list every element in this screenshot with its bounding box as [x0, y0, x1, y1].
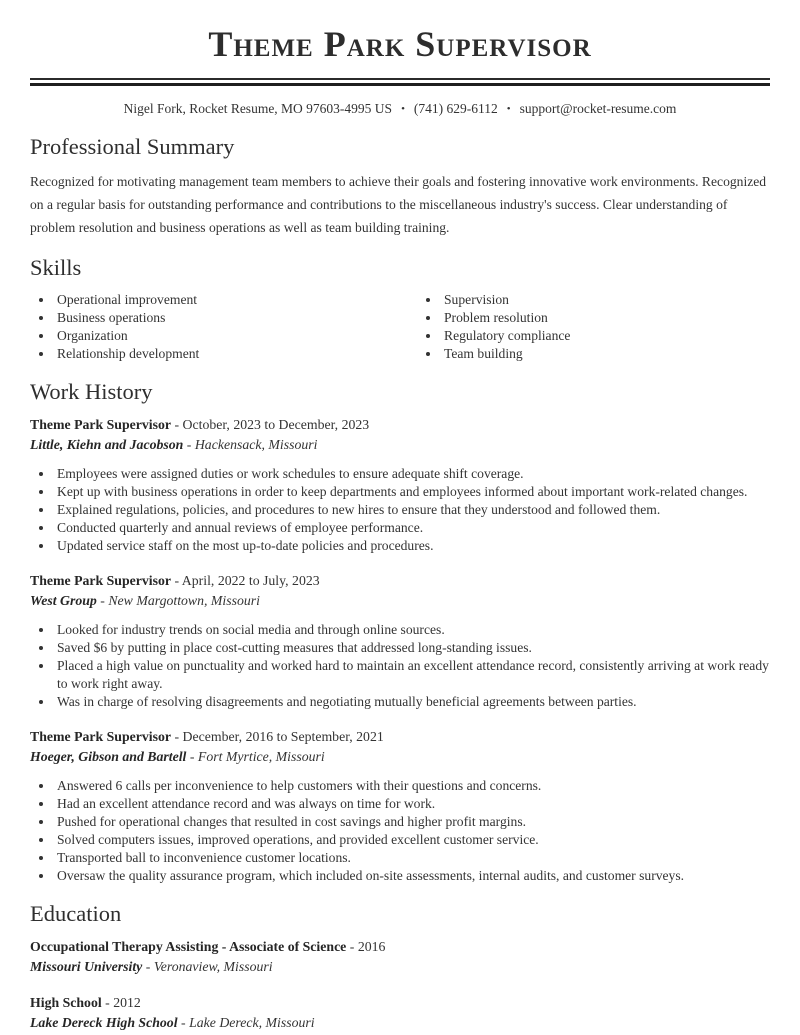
dash-separator: -	[174, 573, 180, 588]
job-dates: April, 2022 to July, 2023	[181, 573, 320, 588]
skill-item: • Supervision	[441, 291, 770, 309]
professional-summary-heading: Professional Summary	[30, 134, 235, 159]
dash-separator: -	[174, 417, 180, 432]
education-program-line	[30, 993, 770, 1013]
skill-item: • Relationship development	[54, 345, 417, 363]
dash-separator: -	[174, 729, 180, 744]
job-title-line	[30, 415, 770, 435]
dash-separator: -	[145, 959, 151, 974]
skill-item: • Problem resolution	[441, 309, 770, 327]
dash-separator: -	[105, 995, 110, 1010]
education-school: Lake Dereck High School	[30, 1015, 178, 1030]
job-bullet-list	[30, 621, 770, 711]
job-entry	[30, 415, 770, 555]
dash-separator: -	[100, 593, 105, 608]
skill-item: • Regulatory compliance	[441, 327, 770, 345]
job-company: Hoeger, Gibson and Bartell	[30, 749, 187, 764]
job-company-line	[30, 591, 770, 611]
header-divider	[30, 78, 770, 86]
job-bullet: • Updated service staff on the most up-to-date policies and procedures.	[54, 537, 770, 555]
job-bullet: • Kept up with business operations in order to keep departments and employees informed about important work-related changes.	[54, 483, 770, 501]
job-bullet: • Pushed for operational changes that resulted in cost savings and higher profit margins.	[54, 813, 770, 831]
resume-header	[30, 24, 770, 118]
education-heading: Education	[30, 901, 122, 926]
education-year: 2012	[113, 995, 141, 1010]
skill-item: • Operational improvement	[54, 291, 417, 309]
education-program-line	[30, 937, 770, 957]
contact-line	[30, 100, 770, 118]
job-bullet: • Saved $6 by putting in place cost-cutting measures that addressed long-standing issues.	[54, 639, 770, 657]
page-title: Theme Park Supervisor	[208, 24, 592, 64]
job-bullet: • Oversaw the quality assurance program, which included on-site assessments, internal audits, and customer surveys.	[54, 867, 770, 885]
skills-list-right	[417, 291, 770, 363]
section-skills	[30, 255, 770, 363]
job-bullet: • Looked for industry trends on social media and through online sources.	[54, 621, 770, 639]
job-dates: December, 2016 to September, 2021	[182, 729, 384, 744]
job-bullet: • Conducted quarterly and annual reviews of employee performance.	[54, 519, 770, 537]
section-work-history	[30, 379, 770, 885]
professional-summary-text: Recognized for motivating management team members to achieve their goals and fostering innovative work environments. Recognized on a regular basis for outstanding performance and contributions to the miscellaneous industry's success. Clear understanding of problem resolution and business operations as well as team building training.	[30, 174, 767, 235]
job-bullet: • Was in charge of resolving disagreements and negotiating mutually beneficial agreements between parties.	[54, 693, 770, 711]
job-company-line	[30, 747, 770, 767]
skill-item: • Organization	[54, 327, 417, 345]
contact-email: support@rocket-resume.com	[519, 101, 677, 116]
dash-separator: -	[186, 437, 192, 452]
education-year: 2016	[357, 939, 386, 954]
education-location: Veronaview, Missouri	[153, 959, 273, 974]
job-title-line	[30, 727, 770, 747]
education-school-line	[30, 957, 770, 977]
job-location: Hackensack, Missouri	[194, 437, 318, 452]
education-program: Occupational Therapy Assisting - Associate of Science	[30, 939, 347, 954]
job-bullet: • Transported ball to inconvenience customer locations.	[54, 849, 770, 867]
job-bullet: • Placed a high value on punctuality and worked hard to maintain an excellent attendance record, consistently arriving at work ready to work right away.	[54, 657, 770, 693]
skills-list-left	[30, 291, 417, 363]
skills-heading: Skills	[30, 255, 82, 280]
job-entry	[30, 571, 770, 711]
skill-item: • Business operations	[54, 309, 417, 327]
education-school-line	[30, 1013, 770, 1033]
job-bullet-list	[30, 777, 770, 885]
job-title: Theme Park Supervisor	[30, 417, 172, 432]
contact-name-address: Nigel Fork, Rocket Resume, MO 97603-4995 US	[123, 101, 393, 116]
job-bullet: • Explained regulations, policies, and procedures to new hires to ensure that they understood and followed them.	[54, 501, 770, 519]
section-professional-summary	[30, 134, 770, 239]
dash-separator: -	[181, 1015, 186, 1030]
job-entry	[30, 727, 770, 885]
job-bullet: • Employees were assigned duties or work schedules to ensure adequate shift coverage.	[54, 465, 770, 483]
contact-separator-dot: •	[506, 103, 511, 115]
job-company: West Group	[30, 593, 97, 608]
job-location: New Margottown, Missouri	[108, 593, 260, 608]
contact-phone: (741) 629-6112	[413, 101, 498, 116]
job-title: Theme Park Supervisor	[30, 729, 172, 744]
education-school: Missouri University	[30, 959, 143, 974]
skill-item: • Team building	[441, 345, 770, 363]
dash-separator: -	[349, 939, 355, 954]
job-title-line	[30, 571, 770, 591]
section-education	[30, 901, 770, 1033]
job-bullet: • Answered 6 calls per inconvenience to help customers with their questions and concerns.	[54, 777, 770, 795]
job-location: Fort Myrtice, Missouri	[197, 749, 325, 764]
education-program: High School	[30, 995, 102, 1010]
job-company: Little, Kiehn and Jacobson	[30, 437, 184, 452]
job-bullet: • Solved computers issues, improved operations, and provided excellent customer service.	[54, 831, 770, 849]
job-title: Theme Park Supervisor	[30, 573, 172, 588]
job-dates: October, 2023 to December, 2023	[182, 417, 370, 432]
work-history-heading: Work History	[30, 379, 153, 404]
contact-separator-dot: •	[401, 103, 405, 115]
dash-separator: -	[189, 749, 195, 764]
skills-columns	[30, 291, 770, 363]
education-location: Lake Dereck, Missouri	[189, 1015, 315, 1030]
job-bullet: • Had an excellent attendance record and was always on time for work.	[54, 795, 770, 813]
education-entry	[30, 937, 770, 977]
job-company-line	[30, 435, 770, 455]
education-entry	[30, 993, 770, 1033]
job-bullet-list	[30, 465, 770, 555]
